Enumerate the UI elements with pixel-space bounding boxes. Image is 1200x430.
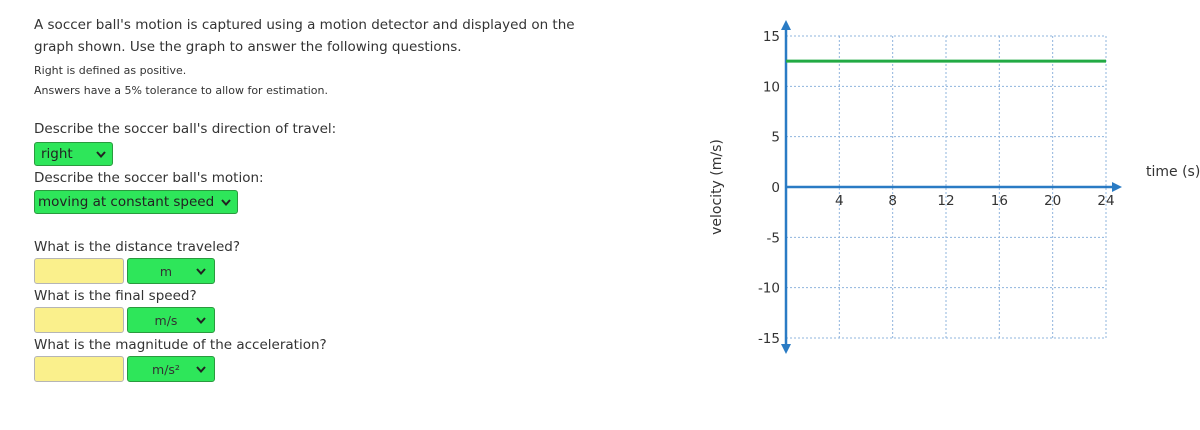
chevron-down-icon bbox=[221, 199, 231, 206]
x-tick-label: 24 bbox=[1097, 193, 1115, 209]
speed-question: What is the final speed? bbox=[34, 288, 197, 304]
y-tick-label: -10 bbox=[757, 280, 780, 297]
acceleration-question: What is the magnitude of the acceleration? bbox=[34, 337, 327, 353]
acceleration-input[interactable] bbox=[34, 356, 124, 382]
direction-select[interactable] bbox=[34, 142, 113, 166]
y-tick-label: 15 bbox=[762, 29, 780, 45]
acceleration-unit-select[interactable] bbox=[127, 356, 215, 382]
y-tick-label: 5 bbox=[771, 129, 780, 146]
chevron-down-icon bbox=[196, 268, 206, 275]
chevron-down-icon bbox=[196, 366, 206, 373]
direction-note: Right is defined as positive. bbox=[34, 64, 187, 77]
y-axis-arrow-up bbox=[781, 20, 791, 30]
chart-axes bbox=[781, 20, 1122, 354]
problem-statement bbox=[34, 14, 594, 58]
direction-select-value: right bbox=[41, 146, 73, 162]
x-tick-label: 16 bbox=[990, 193, 1008, 209]
chevron-down-icon bbox=[196, 317, 206, 324]
y-tick-label: -15 bbox=[757, 331, 780, 347]
tolerance-note: Answers have a 5% tolerance to allow for estimation. bbox=[34, 84, 328, 97]
motion-select-value: moving at constant speed bbox=[38, 194, 215, 210]
x-axis-arrow bbox=[1112, 182, 1122, 192]
x-tick-label: 8 bbox=[888, 193, 897, 209]
x-tick-label: 12 bbox=[937, 193, 955, 209]
speed-unit-value: m/s bbox=[154, 312, 178, 328]
y-axis-arrow-down bbox=[781, 344, 791, 354]
y-tick-label: -5 bbox=[766, 230, 780, 247]
chevron-down-icon bbox=[96, 151, 106, 158]
x-axis-label: time (s) bbox=[1146, 164, 1200, 180]
distance-unit-value: m bbox=[159, 263, 173, 279]
x-tick-label: 4 bbox=[835, 193, 844, 209]
acceleration-unit-value: m/s² bbox=[152, 361, 180, 377]
speed-unit-select[interactable] bbox=[127, 307, 215, 333]
distance-input[interactable] bbox=[34, 258, 124, 284]
speed-input[interactable] bbox=[34, 307, 124, 333]
y-tick-label: 10 bbox=[762, 79, 780, 96]
direction-question: Describe the soccer ball's direction of travel: bbox=[34, 121, 337, 137]
y-tick-label: 0 bbox=[771, 180, 780, 196]
statement-line-1: A soccer ball's motion is captured using a motion detector and displayed on the bbox=[34, 17, 575, 33]
x-tick-label: 20 bbox=[1044, 193, 1062, 209]
motion-select[interactable] bbox=[34, 190, 238, 214]
motion-question: Describe the soccer ball's motion: bbox=[34, 170, 264, 186]
question-panel bbox=[34, 14, 594, 377]
statement-line-2: graph shown. Use the graph to answer the following questions. bbox=[34, 39, 462, 55]
distance-unit-select[interactable] bbox=[127, 258, 215, 284]
y-axis-label: velocity (m/s) bbox=[709, 139, 725, 235]
velocity-time-chart bbox=[700, 10, 1200, 370]
distance-question: What is the distance traveled? bbox=[34, 239, 240, 255]
